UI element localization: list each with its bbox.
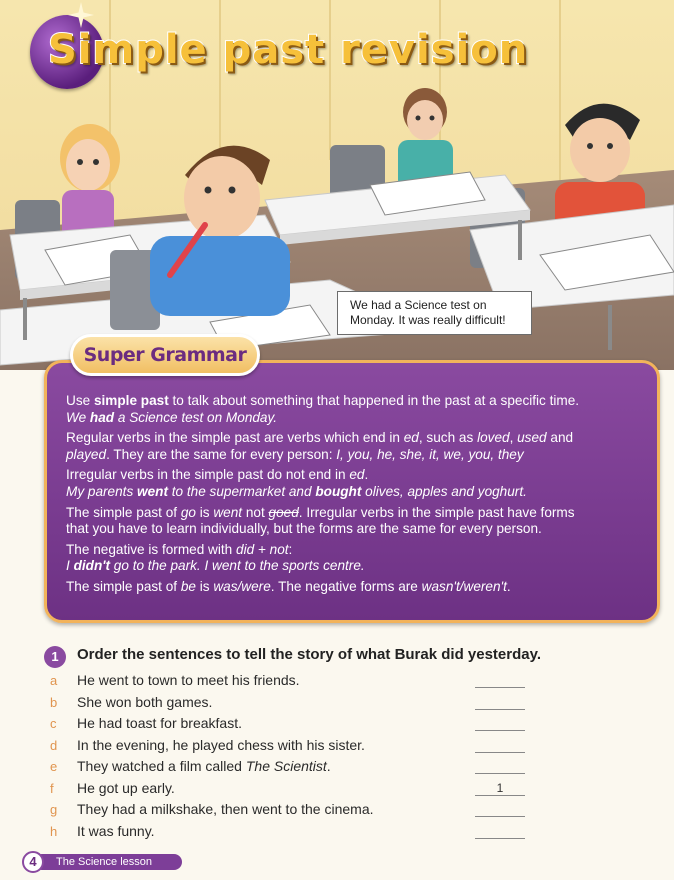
grammar-text-run: used (517, 430, 547, 446)
item-sentence (77, 670, 300, 691)
exercise-item-b (48, 692, 538, 714)
grammar-rule-line (66, 484, 646, 501)
item-sentence (77, 799, 374, 820)
grammar-text-run: to talk about something that happened in the past at a specific time. (168, 393, 580, 408)
exercise-item-e (48, 756, 538, 778)
grammar-rule-5 (66, 542, 646, 575)
grammar-rule-2 (66, 430, 646, 463)
item-letter: d (50, 737, 58, 753)
answer-blank[interactable] (475, 759, 525, 774)
grammar-text-run: bought (315, 483, 362, 499)
item-letter: g (50, 802, 58, 817)
grammar-text-run: I, you, he, she, it, we, you, they (336, 446, 524, 462)
grammar-text-run: that you have to learn individually, but the forms are the same for every person. (66, 521, 542, 537)
grammar-text-run: had (89, 409, 115, 425)
answer-blank[interactable] (475, 802, 525, 817)
page-title: Simple past revision (48, 27, 529, 73)
grammar-heading-tab (70, 334, 260, 376)
grammar-text-run: was/were (213, 578, 271, 594)
grammar-text-run: , (509, 430, 518, 446)
grammar-rule-line (66, 430, 646, 447)
item-sentence (77, 778, 175, 799)
speech-line-2: Monday. It was really difficult! (350, 313, 506, 327)
exercise-item-g (48, 799, 538, 821)
answer-blank[interactable] (475, 738, 525, 753)
exercise-item-d (48, 735, 538, 757)
item-sentence (77, 821, 155, 842)
grammar-text-run: . (506, 578, 511, 594)
grammar-text-run: go (180, 504, 196, 520)
item-text-run: It was funny. (77, 822, 155, 839)
grammar-text-run: goed (268, 504, 299, 520)
grammar-rule-line (66, 410, 646, 427)
grammar-text-run: The simple past of (66, 504, 181, 520)
item-text-run: He got up early. (77, 779, 175, 796)
exercise-instruction: Order the sentences to tell the story of what Burak did yesterday. (77, 646, 542, 663)
grammar-text-run: is (195, 578, 214, 594)
answer-blank[interactable] (475, 695, 525, 710)
grammar-text-run: The negative is formed with (66, 541, 237, 557)
grammar-text-run: simple past (93, 393, 169, 408)
grammar-text-run: olives, apples and yoghurt. (361, 483, 527, 499)
grammar-rule-6 (66, 579, 646, 596)
grammar-rule-1 (66, 393, 646, 426)
item-letter: a (50, 673, 58, 688)
grammar-text-run: Use (66, 393, 94, 408)
grammar-text-run: . The negative forms are (270, 578, 422, 594)
grammar-text-run: not (242, 504, 269, 520)
grammar-text-run: My parents (66, 483, 138, 499)
grammar-text-run: . (364, 467, 369, 483)
grammar-text-run: went (137, 483, 168, 499)
grammar-text-run: did + not (236, 541, 289, 557)
grammar-text-run: : (288, 541, 293, 557)
sparkle-icon (68, 2, 94, 28)
item-text-run: They had a milkshake, then went to the cinema. (77, 801, 374, 817)
grammar-text-run: . Irregular verbs in the simple past have forms (298, 504, 575, 520)
item-sentence (77, 735, 365, 756)
item-sentence (77, 756, 331, 777)
exercise-item-f (48, 778, 538, 800)
page-number: 4 (22, 851, 44, 873)
item-text-run: In the evening, he played chess with his sister. (77, 736, 365, 753)
item-text-run: She won both games. (77, 693, 213, 710)
grammar-text-run: a Science test on Monday. (114, 409, 278, 425)
item-letter: e (50, 759, 58, 774)
grammar-rule-line (66, 579, 646, 596)
grammar-text-run: The simple past of (66, 578, 181, 594)
answer-blank[interactable] (475, 673, 525, 688)
item-letter: f (50, 780, 54, 796)
exercise-item-h (48, 821, 538, 843)
grammar-text-run: ed (403, 430, 419, 446)
exercise-number-badge: 1 (44, 646, 66, 668)
grammar-rule-line (66, 521, 646, 538)
grammar-text-run: didn't (73, 558, 111, 574)
section-label: The Science lesson (34, 854, 182, 870)
grammar-text-run: played (66, 446, 107, 462)
grammar-rule-line (66, 447, 646, 464)
grammar-rule-line (66, 558, 646, 575)
answer-blank[interactable] (475, 824, 525, 839)
grammar-text-run: Regular verbs in the simple past are verbs which end in (66, 430, 404, 446)
page-footer (22, 851, 162, 873)
grammar-text-run: ed (349, 467, 365, 483)
speech-line-1: We had a Science test on (350, 298, 487, 312)
item-text-run: The Scientist (245, 758, 327, 774)
grammar-text-run: We (66, 409, 90, 425)
grammar-text-run: I (66, 558, 74, 574)
grammar-rule-line (66, 542, 646, 559)
answer-blank[interactable]: 1 (475, 781, 525, 796)
grammar-text-run: wasn't/weren't (421, 578, 507, 594)
grammar-rule-line (66, 505, 646, 522)
grammar-text-run: is (195, 504, 214, 520)
answer-blank[interactable] (475, 716, 525, 731)
grammar-rule-4 (66, 505, 646, 538)
grammar-rule-line (66, 393, 646, 410)
grammar-heading: Super Grammar (83, 344, 247, 366)
grammar-text-run: Irregular verbs in the simple past do not end in (66, 467, 350, 483)
item-sentence (77, 692, 212, 713)
exercise-item-a (48, 670, 538, 692)
grammar-text-run: went (213, 504, 243, 520)
grammar-rule-line (66, 467, 646, 484)
exercise-items (48, 670, 538, 842)
grammar-text-run: . They are the same for every person: (106, 446, 337, 462)
item-letter: h (50, 823, 58, 839)
grammar-text-run: be (180, 578, 196, 594)
grammar-rule-3 (66, 467, 646, 500)
grammar-text-run: go to the park. I went to the sports centre. (110, 558, 365, 574)
item-text-run: They watched a film called (77, 758, 246, 774)
exercise-item-c (48, 713, 538, 735)
grammar-text-run: , such as (418, 430, 478, 446)
grammar-text-run: to the supermarket and (167, 483, 316, 499)
item-sentence (77, 713, 242, 734)
item-letter: b (50, 694, 58, 710)
grammar-text-run: and (546, 430, 574, 446)
speech-caption (337, 291, 532, 335)
item-letter: c (50, 716, 57, 731)
item-text-run: . (326, 758, 331, 774)
item-text-run: He had toast for breakfast. (77, 715, 242, 731)
grammar-text-run: loved (477, 430, 510, 446)
grammar-rules (66, 393, 646, 600)
item-text-run: He went to town to meet his friends. (77, 672, 300, 688)
